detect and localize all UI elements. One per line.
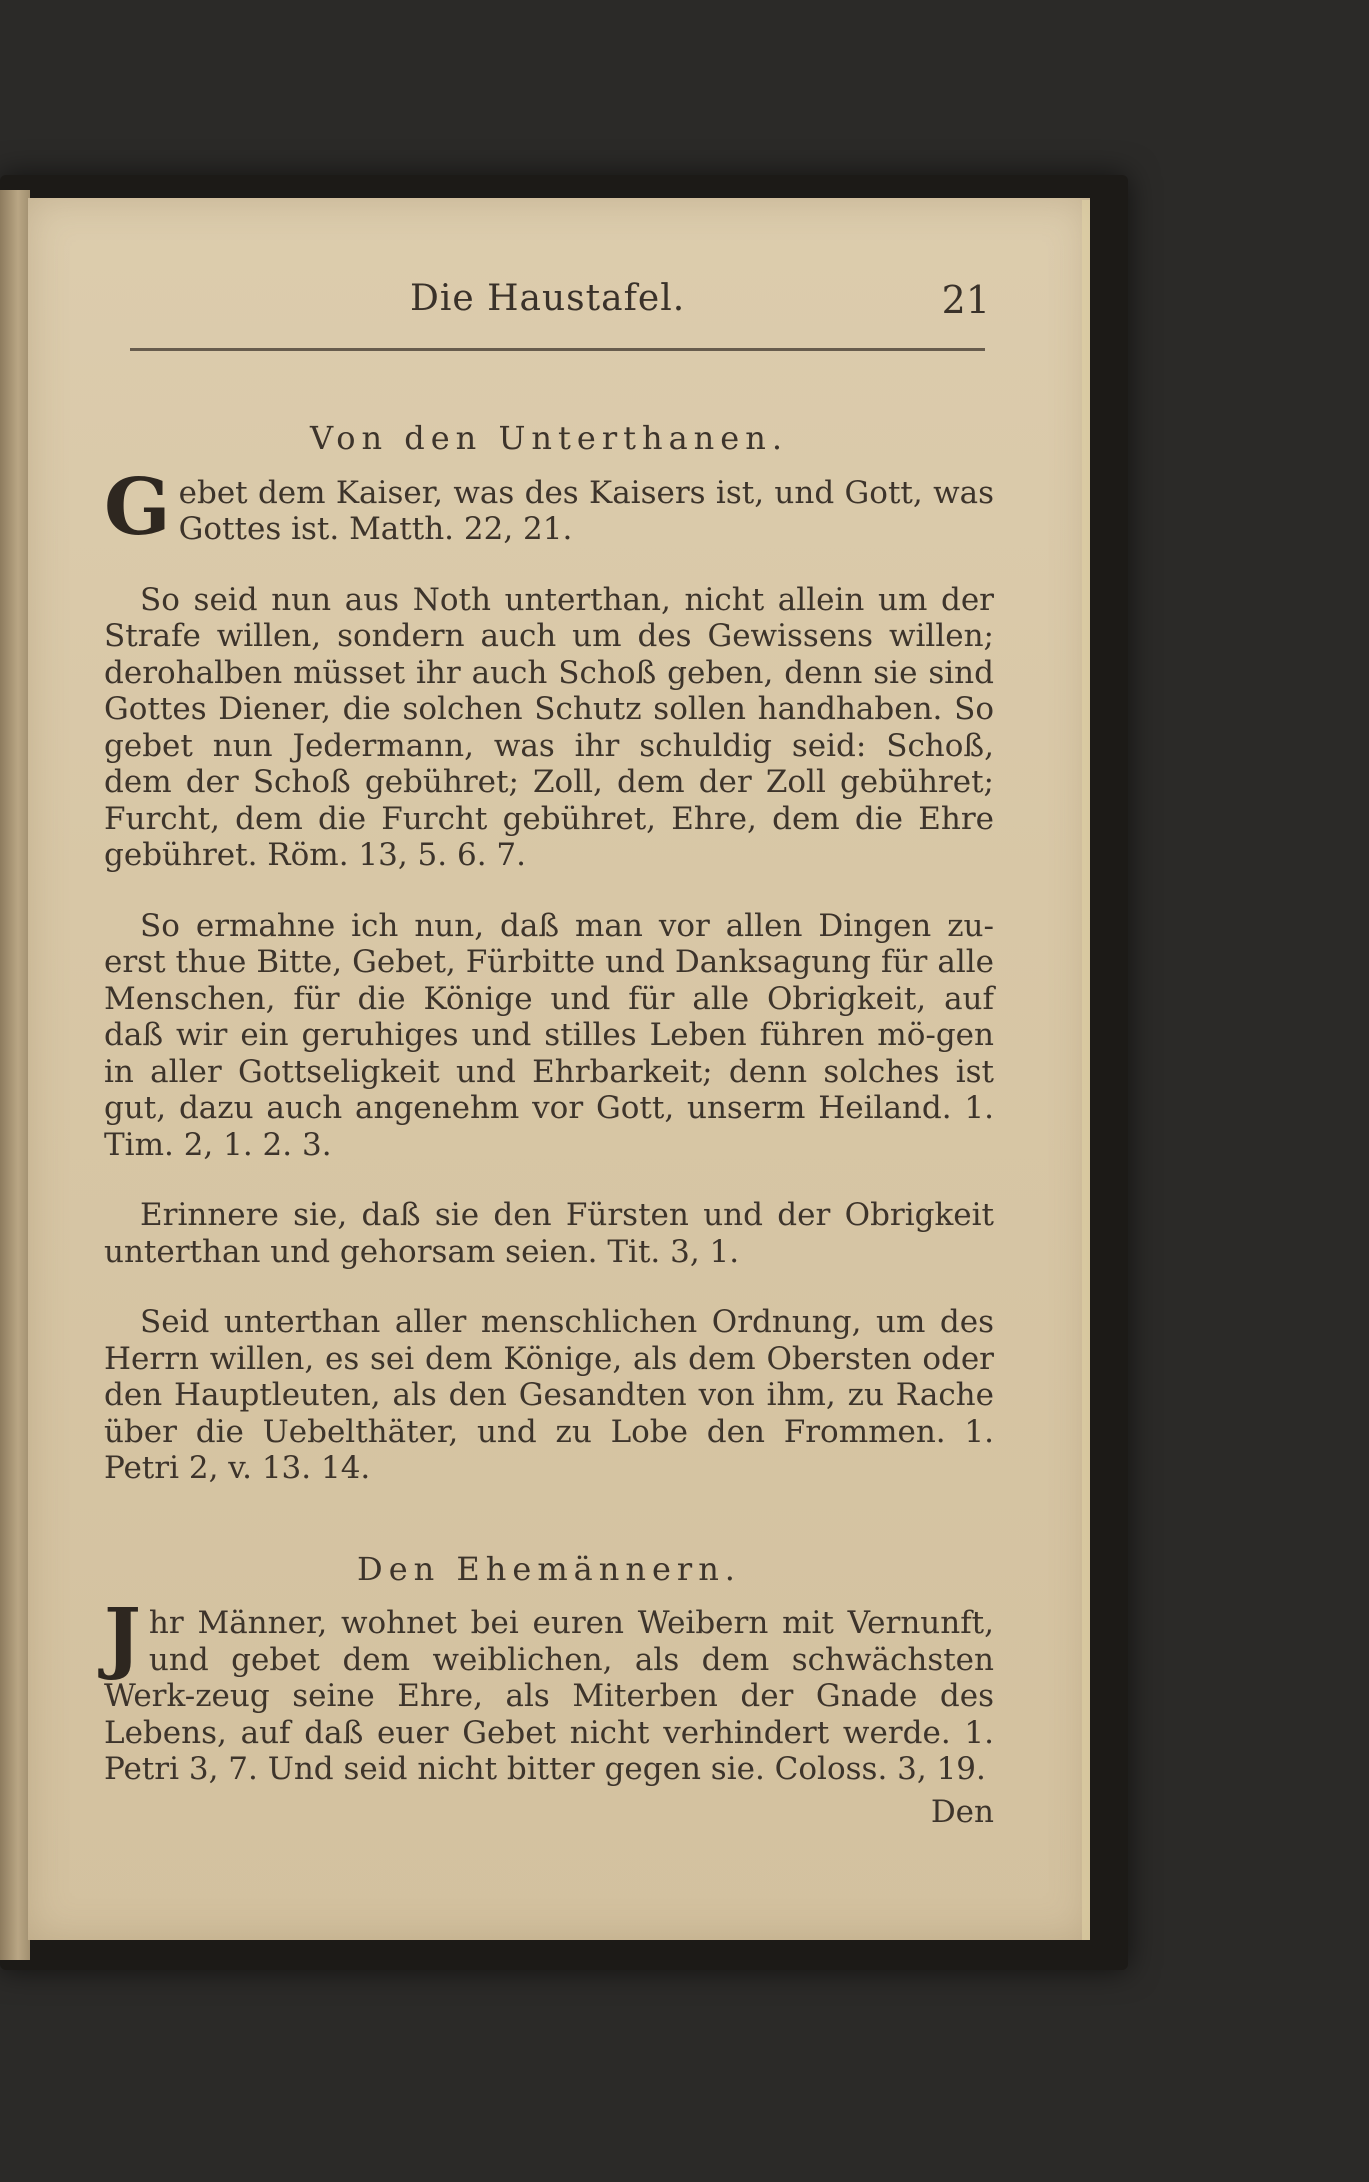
page-body bbox=[104, 420, 994, 1830]
section-spacer bbox=[104, 1521, 994, 1551]
running-title: Die Haustafel. bbox=[410, 278, 686, 319]
page-header bbox=[100, 278, 990, 328]
drop-cap: J bbox=[104, 1592, 141, 1683]
page-number: 21 bbox=[941, 278, 990, 322]
section-heading-ehemaenner: Den Ehemännern. bbox=[357, 1549, 741, 1588]
header-rule bbox=[130, 348, 985, 351]
paragraph bbox=[104, 461, 994, 553]
page-gilt-edge bbox=[1082, 200, 1090, 1940]
section-heading-unterthanen: Von den Unterthanen. bbox=[310, 419, 788, 457]
paragraph-text: hr Männer, wohnet bei euren Weibern mit Vernunft, und gebet dem weiblichen, als dem schwächsten Werk-zeug seine Ehre, als Miterben der Gnade des Lebens, auf daß euer Gebet nicht verhindert werde. 1. Petri 3, 7. Und seid nicht bitter gegen sie. Coloss. 3, 19. bbox=[104, 1605, 994, 1787]
catchword: Den bbox=[930, 1793, 994, 1830]
paragraph bbox=[104, 1592, 994, 1788]
drop-cap: G bbox=[104, 461, 171, 553]
paragraph: So seid nun aus Noth unterthan, nicht allein um der Strafe willen, sondern auch um des Gewissens willen; derohalben müsset ihr auch Schoß geben, denn sie sind Gottes Diener, die solchen Schutz sollen handhaben. So gebet nun Jedermann, was ihr schuldig seid: Schoß, dem der Schoß gebühret; Zoll, dem der Zoll gebühret; Furcht, dem die Furcht gebühret, Ehre, dem die Ehre gebühret. Röm. 13, 5. 6. 7. bbox=[104, 581, 994, 873]
paragraph: So ermahne ich nun, daß man vor allen Dingen zu-erst thue Bitte, Gebet, Fürbitte und Danksagung für alle Menschen, für die Könige und für alle Obrigkeit, auf daß wir ein geruhiges und stilles Leben führen mö-gen in aller Gottseligkeit und Ehrbarkeit; denn solches ist gut, dazu auch angenehm vor Gott, unserm Heiland. 1. Tim. 2, 1. 2. 3. bbox=[104, 907, 994, 1163]
page-spine bbox=[0, 190, 30, 1960]
paragraph-text: ebet dem Kaiser, was des Kaisers ist, und Gott, was Gottes ist. Matth. 22, 21. bbox=[178, 474, 994, 547]
paragraph: Seid unterthan aller menschlichen Ordnung, um des Herrn willen, es sei dem Könige, als dem Obersten oder den Hauptleuten, als den Gesandten von ihm, zu Rache über die Uebelthäter, und zu Lobe den Frommen. 1. Petri 2, v. 13. 14. bbox=[104, 1304, 994, 1486]
paragraph: Erinnere sie, daß sie den Fürsten und der Obrigkeit unterthan und gehorsam seien. Tit. 3, 1. bbox=[104, 1197, 994, 1270]
